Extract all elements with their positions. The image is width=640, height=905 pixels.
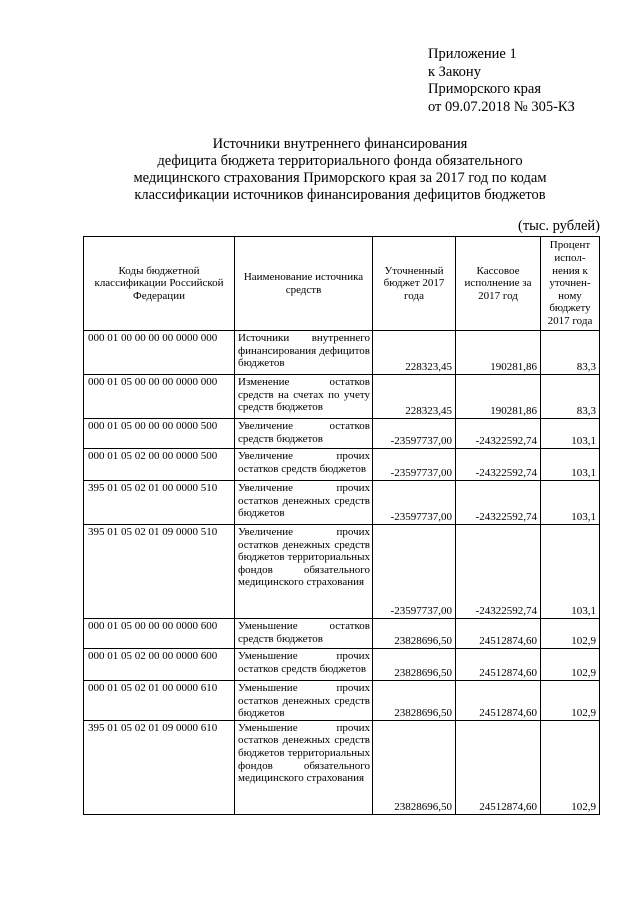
row-budget: -23597737,00 bbox=[373, 525, 456, 619]
row-budget: 23828696,50 bbox=[373, 720, 456, 814]
appendix-line: от 09.07.2018 № 305-КЗ bbox=[428, 98, 575, 115]
row-name: Изменение остатков средств на счетах по учету средств бюджетов bbox=[235, 375, 373, 419]
appendix-line: к Закону bbox=[428, 63, 481, 80]
row-execution: 24512874,60 bbox=[456, 619, 541, 649]
row-budget: 23828696,50 bbox=[373, 649, 456, 681]
table-row bbox=[84, 525, 600, 619]
row-name: Уменьшение прочих остатков денежных средств бюджетов bbox=[235, 681, 373, 721]
row-code: 395 01 05 02 01 09 0000 610 bbox=[84, 720, 235, 814]
row-name: Увеличение остатков средств бюджетов bbox=[235, 419, 373, 449]
row-budget: 228323,45 bbox=[373, 331, 456, 375]
row-name: Уменьшение прочих остатков денежных средств бюджетов территориальных фондов обязательного медицинского страхования bbox=[235, 720, 373, 814]
row-code: 395 01 05 02 01 09 0000 510 bbox=[84, 525, 235, 619]
row-code: 000 01 05 02 00 00 0000 600 bbox=[84, 649, 235, 681]
row-percent: 103,1 bbox=[541, 419, 600, 449]
row-budget: -23597737,00 bbox=[373, 481, 456, 525]
row-percent: 102,9 bbox=[541, 720, 600, 814]
row-percent: 103,1 bbox=[541, 449, 600, 481]
row-name: Увеличение прочих остатков денежных средств бюджетов территориальных фондов обязательного медицинского страхования bbox=[235, 525, 373, 619]
row-execution: 190281,86 bbox=[456, 375, 541, 419]
title-line: медицинского страхования Приморского края за 2017 год по кодам bbox=[133, 170, 547, 186]
header-name: Наименование источника средств bbox=[235, 237, 373, 331]
table-row bbox=[84, 619, 600, 649]
row-name: Увеличение прочих остатков средств бюджетов bbox=[235, 449, 373, 481]
header-budget: Уточненный бюджет 2017 года bbox=[373, 237, 456, 331]
header-execution: Кассовое исполнение за 2017 год bbox=[456, 237, 541, 331]
table-row bbox=[84, 375, 600, 419]
row-code: 395 01 05 02 01 00 0000 510 bbox=[84, 481, 235, 525]
row-name: Уменьшение прочих остатков средств бюджетов bbox=[235, 649, 373, 681]
table-row bbox=[84, 331, 600, 375]
row-percent: 102,9 bbox=[541, 649, 600, 681]
row-percent: 83,3 bbox=[541, 331, 600, 375]
row-code: 000 01 05 02 01 00 0000 610 bbox=[84, 681, 235, 721]
row-code: 000 01 05 00 00 00 0000 600 bbox=[84, 619, 235, 649]
row-percent: 103,1 bbox=[541, 481, 600, 525]
row-code: 000 01 05 00 00 00 0000 000 bbox=[84, 375, 235, 419]
table-row bbox=[84, 649, 600, 681]
row-execution: 190281,86 bbox=[456, 331, 541, 375]
table-row bbox=[84, 720, 600, 814]
row-execution: -24322592,74 bbox=[456, 481, 541, 525]
row-name: Источники внутреннего финансирования дефицитов бюджетов bbox=[235, 331, 373, 375]
row-execution: 24512874,60 bbox=[456, 720, 541, 814]
title-line: классификации источников финансирования дефицитов бюджетов bbox=[134, 187, 546, 203]
row-budget: -23597737,00 bbox=[373, 449, 456, 481]
appendix-line: Приморского края bbox=[428, 81, 542, 97]
header-percent: Процент испол- нения к уточнен- ному бюджету 2017 года bbox=[541, 237, 600, 331]
row-budget: 23828696,50 bbox=[373, 681, 456, 721]
financing-sources-table bbox=[83, 236, 600, 815]
row-name: Увеличение прочих остатков денежных средств бюджетов bbox=[235, 481, 373, 525]
table-row bbox=[84, 481, 600, 525]
header-code: Коды бюджетной классификации Российской Федерации bbox=[84, 237, 235, 331]
row-execution: -24322592,74 bbox=[456, 449, 541, 481]
table-row bbox=[84, 681, 600, 721]
row-code: 000 01 05 00 00 00 0000 500 bbox=[84, 419, 235, 449]
row-execution: -24322592,74 bbox=[456, 525, 541, 619]
row-execution: 24512874,60 bbox=[456, 649, 541, 681]
units-label: (тыс. рублей) bbox=[518, 218, 600, 234]
row-execution: -24322592,74 bbox=[456, 419, 541, 449]
row-percent: 103,1 bbox=[541, 525, 600, 619]
row-percent: 102,9 bbox=[541, 681, 600, 721]
table-row bbox=[84, 419, 600, 449]
row-budget: 23828696,50 bbox=[373, 619, 456, 649]
row-code: 000 01 05 02 00 00 0000 500 bbox=[84, 449, 235, 481]
appendix-line: Приложение 1 bbox=[428, 46, 517, 62]
row-percent: 102,9 bbox=[541, 619, 600, 649]
appendix-header bbox=[428, 46, 575, 116]
row-execution: 24512874,60 bbox=[456, 681, 541, 721]
row-code: 000 01 00 00 00 00 0000 000 bbox=[84, 331, 235, 375]
title-line: Источники внутреннего финансирования bbox=[212, 136, 468, 152]
row-budget: 228323,45 bbox=[373, 375, 456, 419]
row-percent: 83,3 bbox=[541, 375, 600, 419]
row-name: Уменьшение остатков средств бюджетов bbox=[235, 619, 373, 649]
row-budget: -23597737,00 bbox=[373, 419, 456, 449]
title-line: дефицита бюджета территориального фонда обязательного bbox=[157, 153, 523, 169]
document-title bbox=[70, 136, 610, 204]
table-header-row bbox=[84, 237, 600, 331]
table-row bbox=[84, 449, 600, 481]
